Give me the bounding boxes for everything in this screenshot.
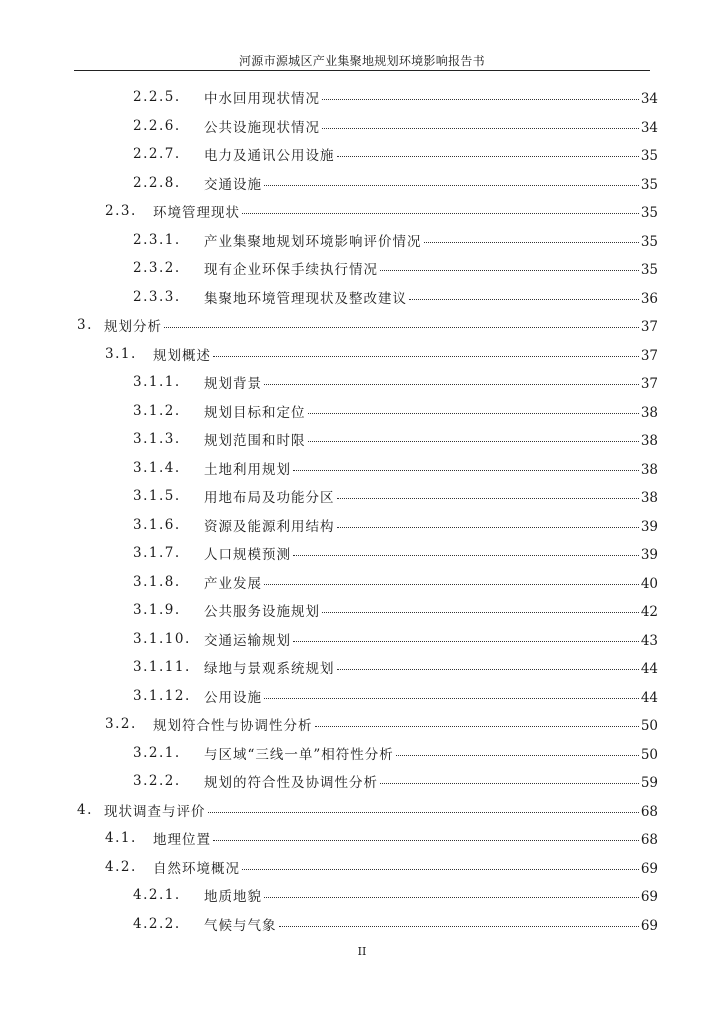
toc-entry-title: 规划符合性与协调性分析 xyxy=(153,718,313,735)
toc-entry-title: 规划范围和时限 xyxy=(204,433,306,450)
toc-entry[interactable] xyxy=(0,767,724,796)
toc-entry-page: 59 xyxy=(640,775,658,792)
toc-entry-line xyxy=(204,572,658,592)
toc-entry[interactable] xyxy=(0,710,724,739)
dot-leader xyxy=(293,555,639,556)
dot-leader xyxy=(424,242,639,243)
toc-entry-line xyxy=(204,401,658,421)
toc-entry-title: 环境管理现状 xyxy=(153,205,240,222)
toc-entry-page: 39 xyxy=(640,547,658,564)
toc-entry[interactable] xyxy=(0,853,724,882)
toc-entry-number: 2.2.6. xyxy=(133,117,181,134)
dot-leader xyxy=(380,783,639,784)
toc-entry[interactable] xyxy=(0,425,724,454)
dot-leader xyxy=(264,185,639,186)
toc-entry[interactable] xyxy=(0,397,724,426)
toc-entry-line xyxy=(104,800,658,820)
toc-entry-line xyxy=(204,372,658,392)
toc-entry-page: 35 xyxy=(640,176,658,193)
toc-entry-line xyxy=(204,258,658,278)
dot-leader xyxy=(337,156,639,157)
toc-entry[interactable] xyxy=(0,910,724,939)
toc-entry-line xyxy=(204,87,658,107)
header-rule xyxy=(74,70,650,71)
toc-entry-title: 交通运输规划 xyxy=(204,632,291,649)
dot-leader xyxy=(264,897,639,898)
toc-entry-number: 3.1.5. xyxy=(133,488,181,505)
toc-entry-number: 2.3. xyxy=(105,203,137,220)
toc-entry[interactable] xyxy=(0,140,724,169)
toc-entry-line xyxy=(153,344,658,364)
dot-leader xyxy=(264,384,639,385)
toc-entry-page: 38 xyxy=(640,490,658,507)
toc-entry-page: 50 xyxy=(640,746,658,763)
toc-entry-title: 中水回用现状情况 xyxy=(204,91,320,108)
toc-entry[interactable] xyxy=(0,625,724,654)
dot-leader xyxy=(396,755,639,756)
toc-entry-title: 产业发展 xyxy=(204,575,262,592)
toc-entry-line xyxy=(204,743,658,763)
toc-entry[interactable] xyxy=(0,112,724,141)
dot-leader xyxy=(264,584,639,585)
toc-entry[interactable] xyxy=(0,454,724,483)
dot-leader xyxy=(322,128,639,129)
dot-leader xyxy=(308,441,639,442)
toc-entry[interactable] xyxy=(0,83,724,112)
toc-entry-title: 人口规模预测 xyxy=(204,547,291,564)
toc-entry[interactable] xyxy=(0,511,724,540)
toc-entry[interactable] xyxy=(0,311,724,340)
dot-leader xyxy=(293,470,639,471)
toc-entry-title: 交通设施 xyxy=(204,176,262,193)
toc-entry-number: 3.1.9. xyxy=(133,602,181,619)
toc-entry-line xyxy=(104,315,658,335)
toc-entry-page: 69 xyxy=(640,889,658,906)
toc-entry-title: 资源及能源利用结构 xyxy=(204,518,335,535)
toc-entry[interactable] xyxy=(0,539,724,568)
toc-entry-number: 2.3.2. xyxy=(133,260,181,277)
toc-entry-line xyxy=(204,543,658,563)
toc-entry[interactable] xyxy=(0,283,724,312)
toc-entry-title: 公用设施 xyxy=(204,689,262,706)
toc-entry-number: 2.2.7. xyxy=(133,146,181,163)
dot-leader xyxy=(409,299,639,300)
table-of-contents xyxy=(0,83,724,938)
toc-entry[interactable] xyxy=(0,796,724,825)
toc-entry-title: 地理位置 xyxy=(153,832,211,849)
dot-leader xyxy=(322,612,639,613)
toc-entry-line xyxy=(204,629,658,649)
toc-entry-title: 土地利用规划 xyxy=(204,461,291,478)
toc-entry-page: 37 xyxy=(640,319,658,336)
dot-leader xyxy=(242,213,639,214)
toc-entry-line xyxy=(153,714,658,734)
toc-entry-page: 43 xyxy=(640,632,658,649)
toc-entry-page: 68 xyxy=(640,832,658,849)
dot-leader xyxy=(279,926,639,927)
dot-leader xyxy=(164,327,639,328)
toc-entry-line xyxy=(204,144,658,164)
toc-entry-line xyxy=(204,600,658,620)
toc-entry-title: 公共服务设施规划 xyxy=(204,604,320,621)
dot-leader xyxy=(322,99,639,100)
toc-entry-number: 3.1. xyxy=(105,345,137,362)
toc-entry-title: 现状调查与评价 xyxy=(104,803,206,820)
toc-entry-line xyxy=(204,486,658,506)
toc-entry-page: 69 xyxy=(640,860,658,877)
dot-leader xyxy=(380,270,639,271)
toc-entry-page: 44 xyxy=(640,689,658,706)
toc-entry-number: 3.1.2. xyxy=(133,402,181,419)
toc-entry[interactable] xyxy=(0,368,724,397)
dot-leader xyxy=(293,641,639,642)
toc-entry-number: 2.3.3. xyxy=(133,288,181,305)
toc-entry[interactable] xyxy=(0,169,724,198)
toc-entry[interactable] xyxy=(0,881,724,910)
running-header: 河源市源城区产业集聚地规划环境影响报告书 xyxy=(238,54,485,68)
dot-leader xyxy=(242,869,639,870)
toc-entry-line xyxy=(204,657,658,677)
toc-entry-page: 38 xyxy=(640,433,658,450)
toc-entry[interactable] xyxy=(0,226,724,255)
dot-leader xyxy=(308,413,639,414)
toc-entry-line xyxy=(204,771,658,791)
toc-entry-page: 36 xyxy=(640,290,658,307)
dot-leader xyxy=(337,527,639,528)
toc-entry-title: 规划背景 xyxy=(204,376,262,393)
toc-entry-line xyxy=(204,914,658,934)
toc-entry-page: 42 xyxy=(640,604,658,621)
toc-entry-page: 38 xyxy=(640,461,658,478)
dot-leader xyxy=(213,840,639,841)
dot-leader xyxy=(264,698,639,699)
toc-entry-page: 40 xyxy=(640,575,658,592)
toc-entry-number: 4.2.2. xyxy=(133,915,181,932)
page-number: II xyxy=(357,945,367,958)
toc-entry-page: 38 xyxy=(640,404,658,421)
toc-entry-page: 35 xyxy=(640,233,658,250)
toc-entry-number: 3.2.1. xyxy=(133,744,181,761)
toc-entry-number: 2.2.8. xyxy=(133,174,181,191)
toc-entry-number: 3.1.11. xyxy=(133,659,191,676)
toc-entry-page: 34 xyxy=(640,119,658,136)
toc-entry-page: 39 xyxy=(640,518,658,535)
toc-entry-line xyxy=(204,458,658,478)
dot-leader xyxy=(315,726,639,727)
toc-entry-line xyxy=(204,173,658,193)
toc-entry[interactable] xyxy=(0,682,724,711)
toc-entry-title: 电力及通讯公用设施 xyxy=(204,148,335,165)
toc-entry-page: 35 xyxy=(640,262,658,279)
toc-entry-number: 3.2.2. xyxy=(133,773,181,790)
toc-entry-number: 3.1.1. xyxy=(133,374,181,391)
toc-entry-number: 3.1.12. xyxy=(133,687,191,704)
toc-entry-title: 用地布局及功能分区 xyxy=(204,490,335,507)
toc-entry-title: 现有企业环保手续执行情况 xyxy=(204,262,378,279)
toc-entry-page: 37 xyxy=(640,376,658,393)
dot-leader xyxy=(213,356,639,357)
toc-entry[interactable] xyxy=(0,254,724,283)
toc-entry-number: 4.1. xyxy=(105,830,137,847)
toc-entry-line xyxy=(204,287,658,307)
toc-entry[interactable] xyxy=(0,739,724,768)
dot-leader xyxy=(208,812,639,813)
toc-entry-number: 3.2. xyxy=(105,716,137,733)
toc-entry-page: 69 xyxy=(640,917,658,934)
toc-entry-title: 规划的符合性及协调性分析 xyxy=(204,775,378,792)
dot-leader xyxy=(337,669,639,670)
toc-entry-page: 35 xyxy=(640,148,658,165)
toc-entry-number: 3.1.7. xyxy=(133,545,181,562)
toc-entry-title: 绿地与景观系统规划 xyxy=(204,661,335,678)
toc-entry-number: 3.1.3. xyxy=(133,431,181,448)
toc-entry-line xyxy=(204,515,658,535)
toc-entry[interactable] xyxy=(0,653,724,682)
toc-entry-page: 68 xyxy=(640,803,658,820)
toc-entry[interactable] xyxy=(0,568,724,597)
toc-entry-number: 3.1.10. xyxy=(133,630,191,647)
toc-entry-line xyxy=(204,429,658,449)
toc-entry-title: 规划目标和定位 xyxy=(204,404,306,421)
toc-entry[interactable] xyxy=(0,596,724,625)
toc-entry[interactable] xyxy=(0,340,724,369)
toc-entry-page: 50 xyxy=(640,718,658,735)
toc-entry[interactable] xyxy=(0,482,724,511)
toc-entry-line xyxy=(204,230,658,250)
toc-entry-number: 3. xyxy=(77,317,93,334)
toc-entry-line xyxy=(153,828,658,848)
toc-entry-line xyxy=(204,686,658,706)
toc-entry-number: 3.1.6. xyxy=(133,516,181,533)
toc-entry-line xyxy=(204,885,658,905)
toc-entry-line xyxy=(204,116,658,136)
toc-entry-number: 2.3.1. xyxy=(133,231,181,248)
toc-entry-number: 2.2.5. xyxy=(133,89,181,106)
toc-entry-line xyxy=(153,201,658,221)
toc-entry[interactable] xyxy=(0,824,724,853)
toc-entry-number: 4. xyxy=(77,801,93,818)
toc-entry-page: 44 xyxy=(640,661,658,678)
toc-entry-title: 气候与气象 xyxy=(204,917,277,934)
toc-entry[interactable] xyxy=(0,197,724,226)
dot-leader xyxy=(337,498,639,499)
toc-entry-number: 3.1.8. xyxy=(133,573,181,590)
toc-entry-page: 35 xyxy=(640,205,658,222)
toc-entry-page: 34 xyxy=(640,91,658,108)
toc-entry-title: 与区域“三线一单”相符性分析 xyxy=(204,746,394,763)
toc-entry-title: 规划概述 xyxy=(153,347,211,364)
toc-entry-title: 产业集聚地规划环境影响评价情况 xyxy=(204,233,422,250)
toc-entry-title: 地质地貌 xyxy=(204,889,262,906)
toc-entry-title: 自然环境概况 xyxy=(153,860,240,877)
toc-entry-title: 公共设施现状情况 xyxy=(204,119,320,136)
toc-entry-line xyxy=(153,857,658,877)
toc-entry-title: 集聚地环境管理现状及整改建议 xyxy=(204,290,407,307)
toc-entry-number: 4.2.1. xyxy=(133,887,181,904)
toc-entry-number: 3.1.4. xyxy=(133,459,181,476)
toc-entry-number: 4.2. xyxy=(105,858,137,875)
toc-entry-page: 37 xyxy=(640,347,658,364)
toc-entry-title: 规划分析 xyxy=(104,319,162,336)
